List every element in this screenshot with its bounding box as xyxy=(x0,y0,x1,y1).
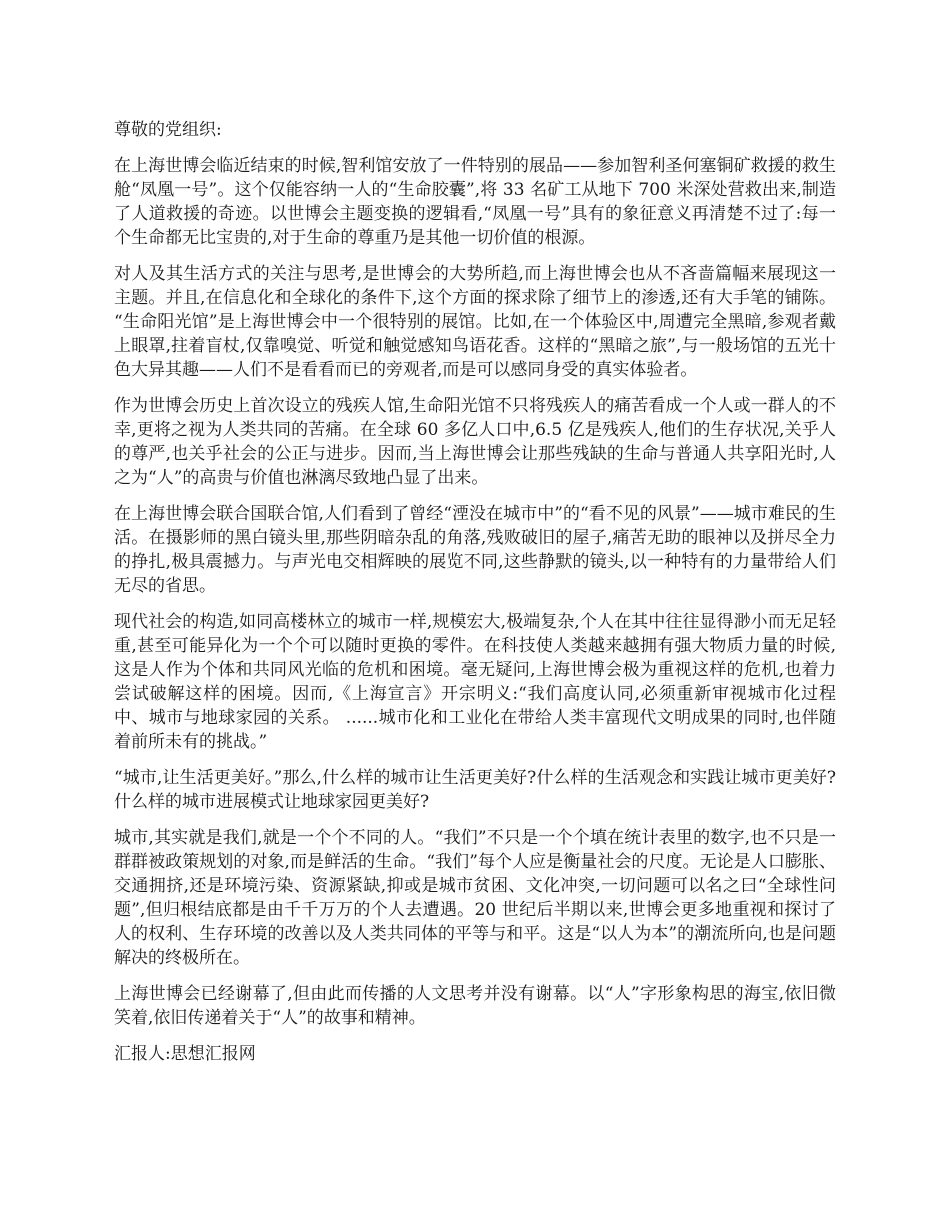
paragraph-3: 作为世博会历史上首次设立的残疾人馆,生命阳光馆不只将残疾人的痛苦看成一个人或一群人的不幸,更将之视为人类共同的苦痛。在全球 60 多亿人口中,6.5 亿是残疾人,他们的生存状况,关乎人的尊严,也关乎社会的公正与进步。因而,当上海世博会让那些残缺的生命与普通人共享阳光时,人之为“人”的高贵与价值也淋漓尽致地凸显了出来。 xyxy=(114,396,836,488)
paragraph-8: 上海世博会已经谢幕了,但由此而传播的人文思考并没有谢幕。以“人”字形象构思的海宝,依旧微笑着,依旧传递着关于“人”的故事和精神。 xyxy=(114,984,836,1028)
salutation: 尊敬的党组织: xyxy=(114,120,222,140)
paragraph-7: 城市,其实就是我们,就是一个个不同的人。“我们”不只是一个个填在统计表里的数字,也不只是一群群被政策规划的对象,而是鲜活的生命。“我们”每个人应是衡量社会的尺度。无论是人口膨胀、交通拥挤,还是环境污染、资源紧缺,抑或是城市贫困、文化冲突,一切问题可以名之曰“全球性问题”,但归根结底都是由千千万万的个人去遭遇。20 世纪后半期以来,世博会更多地重视和探讨了人的权利、生存环境的改善以及人类共同体的平等与和平。这是“以人为本”的潮流所向,也是问题解决的终极所在。 xyxy=(114,828,836,968)
paragraph-5: 现代社会的构造,如同高楼林立的城市一样,规模宏大,极端复杂,个人在其中往往显得渺小而无足轻重,甚至可能异化为一个个可以随时更换的零件。在科技使人类越来越拥有强大物质力量的时候,这是人作为个体和共同风光临的危机和困境。毫无疑问,上海世博会极为重视这样的危机,也着力尝试破解这样的困境。因而,《上海宣言》开宗明义:“我们高度认同,必须重新审视城市化过程中、城市与地球家园的关系。 ......城市化和工业化在带给人类丰富现代文明成果的同时,也伴随着前所未有的挑战。” xyxy=(114,612,836,752)
paragraph-1: 在上海世博会临近结束的时候,智利馆安放了一件特别的展品——参加智利圣何塞铜矿救援的救生舱“凤凰一号”。这个仅能容纳一人的“生命胶囊”,将 33 名矿工从地下 700 米深处营救出来,制造了人道救援的奇迹。以世博会主题变换的逻辑看,“凤凰一号”具有的象征意义再清楚不过了:每一个生命都无比宝贵的,对于生命的尊重乃是其他一切价值的根源。 xyxy=(114,156,836,248)
signature: 汇报人:思想汇报网 xyxy=(114,1044,256,1064)
paragraph-4: 在上海世博会联合国联合馆,人们看到了曾经“湮没在城市中”的“看不见的风景”——城市难民的生活。在摄影师的黑白镜头里,那些阴暗杂乱的角落,残败破旧的屋子,痛苦无助的眼神以及拼尽全力的挣扎,极具震撼力。与声光电交相辉映的展览不同,这些静默的镜头,以一种特有的力量带给人们无尽的省思。 xyxy=(114,504,836,596)
document-body xyxy=(114,118,836,1078)
paragraph-6: “城市,让生活更美好。”那么,什么样的城市让生活更美好?什么样的生活观念和实践让城市更美好?什么样的城市进展模式让地球家园更美好? xyxy=(114,768,836,812)
paragraph-2: 对人及其生活方式的关注与思考,是世博会的大势所趋,而上海世博会也从不吝啬篇幅来展现这一主题。并且,在信息化和全球化的条件下,这个方面的探求除了细节上的渗透,还有大手笔的铺陈。 “生命阳光馆”是上海世博会中一个很特别的展馆。比如,在一个体验区中,周遭完全黑暗,参观者戴上眼罩,拄着盲杖,仅靠嗅觉、听觉和触觉感知鸟语花香。这样的“黑暗之旅”,与一般场馆的五光十色大异其趣——人们不是看看而已的旁观者,而是可以感同身受的真实体验者。 xyxy=(114,264,836,380)
